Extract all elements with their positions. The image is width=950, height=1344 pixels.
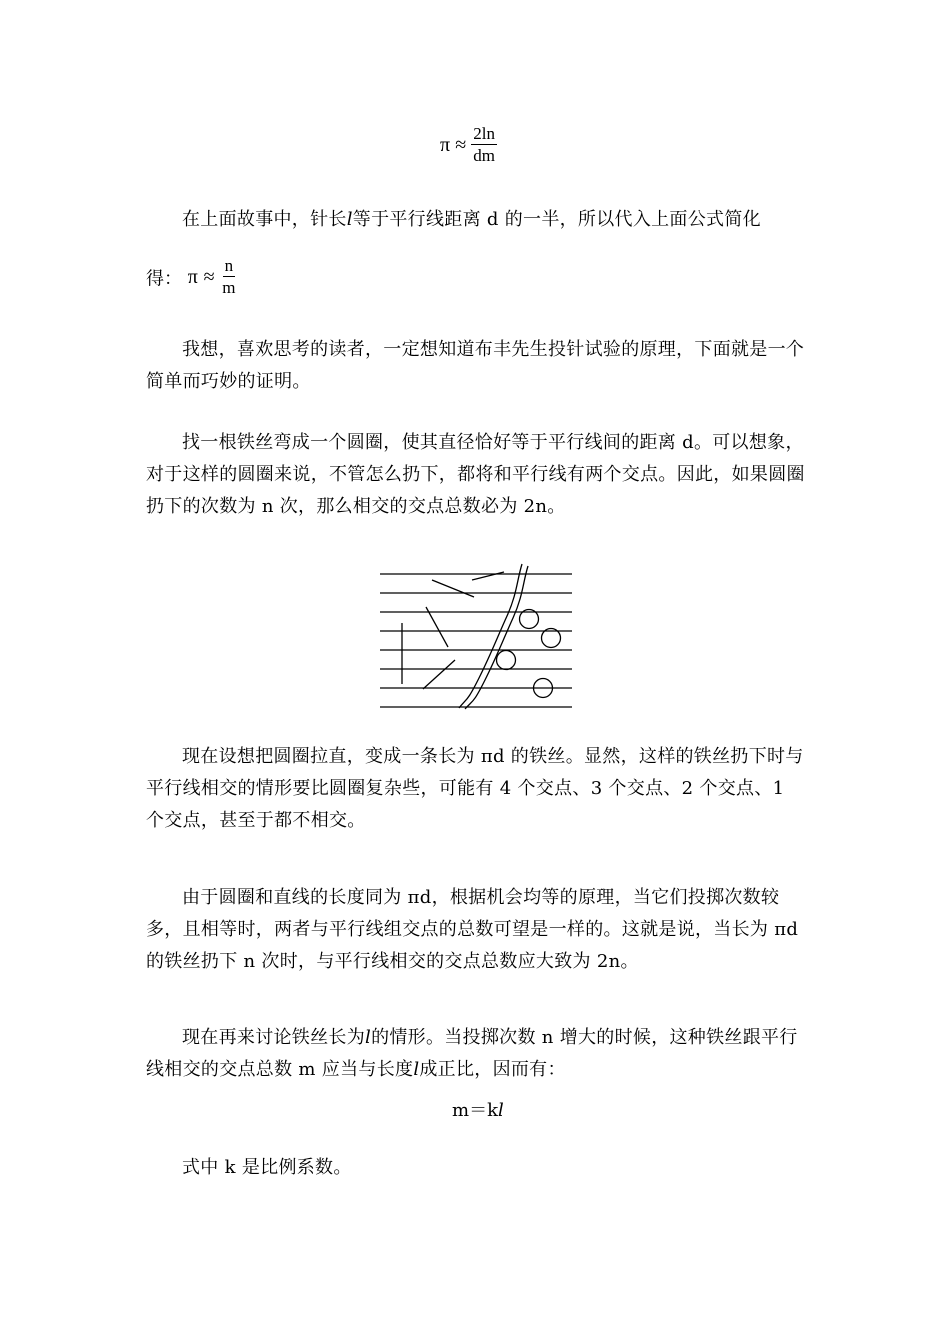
- paragraph-wire-circle: 找一根铁丝弯成一个圆圈，使其直径恰好等于平行线间的距离 d。可以想象，对于这样的圆圈来说，不管怎么扔下，都将和平行线有两个交点。因此，如果圆圈扔下的次数为 n 次，那么相交的交点总数必为 2n。: [146, 432, 805, 517]
- wire-circles: [497, 610, 561, 698]
- wire-curve: [459, 564, 522, 708]
- buffon-needle-diagram: [375, 560, 575, 710]
- fraction-denominator: dm: [473, 146, 496, 165]
- var-l: l: [413, 1059, 420, 1080]
- wire-circle: [497, 651, 516, 670]
- fraction-numerator: 2ln: [473, 124, 496, 143]
- fraction: [220, 256, 237, 299]
- needle: [432, 580, 474, 597]
- fraction-numerator: n: [224, 256, 234, 275]
- needle: [423, 660, 455, 689]
- paragraph-length-l: 现在再来讨论铁丝长为l的情形。当投掷次数 n 增大的时候，这种铁丝跟平行线相交的交点总数 m 应当与长度l成正比，因而有：: [146, 1027, 798, 1080]
- paragraph-straight-wire: 现在设想把圆圈拉直，变成一条长为 πd 的铁丝。显然，这样的铁丝扔下时与平行线相交的情形要比圆圈复杂些，可能有 4 个交点、3 个交点、2 个交点、1 个交点，甚至于都不相交。: [146, 746, 804, 831]
- fraction-denominator: m: [222, 278, 236, 297]
- bent-wire: [459, 564, 528, 709]
- paragraph-coefficient: 式中 k 是比例系数。: [182, 1157, 352, 1178]
- var-l: l: [497, 1100, 504, 1121]
- fraction: [471, 124, 497, 167]
- approx-symbol: ≈: [203, 266, 215, 288]
- needle: [472, 572, 504, 580]
- pi-symbol: π: [187, 266, 198, 288]
- paragraph-equal-chance: 由于圆圈和直线的长度同为 πd，根据机会均等的原理，当它们投掷次数较多，且相等时，两者与平行线组交点的总数可望是一样的。这就是说，当长为 πd 的铁丝扔下 n 次时，与平行线相交的交点总数应大致为 2n。: [146, 887, 799, 972]
- formula-pi-2ln-dm: [440, 124, 497, 167]
- var-l: l: [346, 209, 353, 230]
- paragraph-reader-intro: 我想，喜欢思考的读者，一定想知道布丰先生投针试验的原理，下面就是一个简单而巧妙的证明。: [146, 339, 805, 392]
- pi-symbol: π: [440, 134, 451, 156]
- parallel-lines: [380, 574, 572, 707]
- formula-pi-n-m-line: 得： π ≈ $\frac{n}{m}$: [146, 256, 236, 297]
- needle: [426, 607, 448, 647]
- paragraph-needle-length: 在上面故事中，针长l等于平行线距离 d 的一半，所以代入上面公式简化: [182, 209, 761, 230]
- formula-m-equals-kl: m＝kl: [452, 1100, 504, 1121]
- approx-symbol: ≈: [455, 134, 467, 156]
- var-l: l: [365, 1027, 372, 1048]
